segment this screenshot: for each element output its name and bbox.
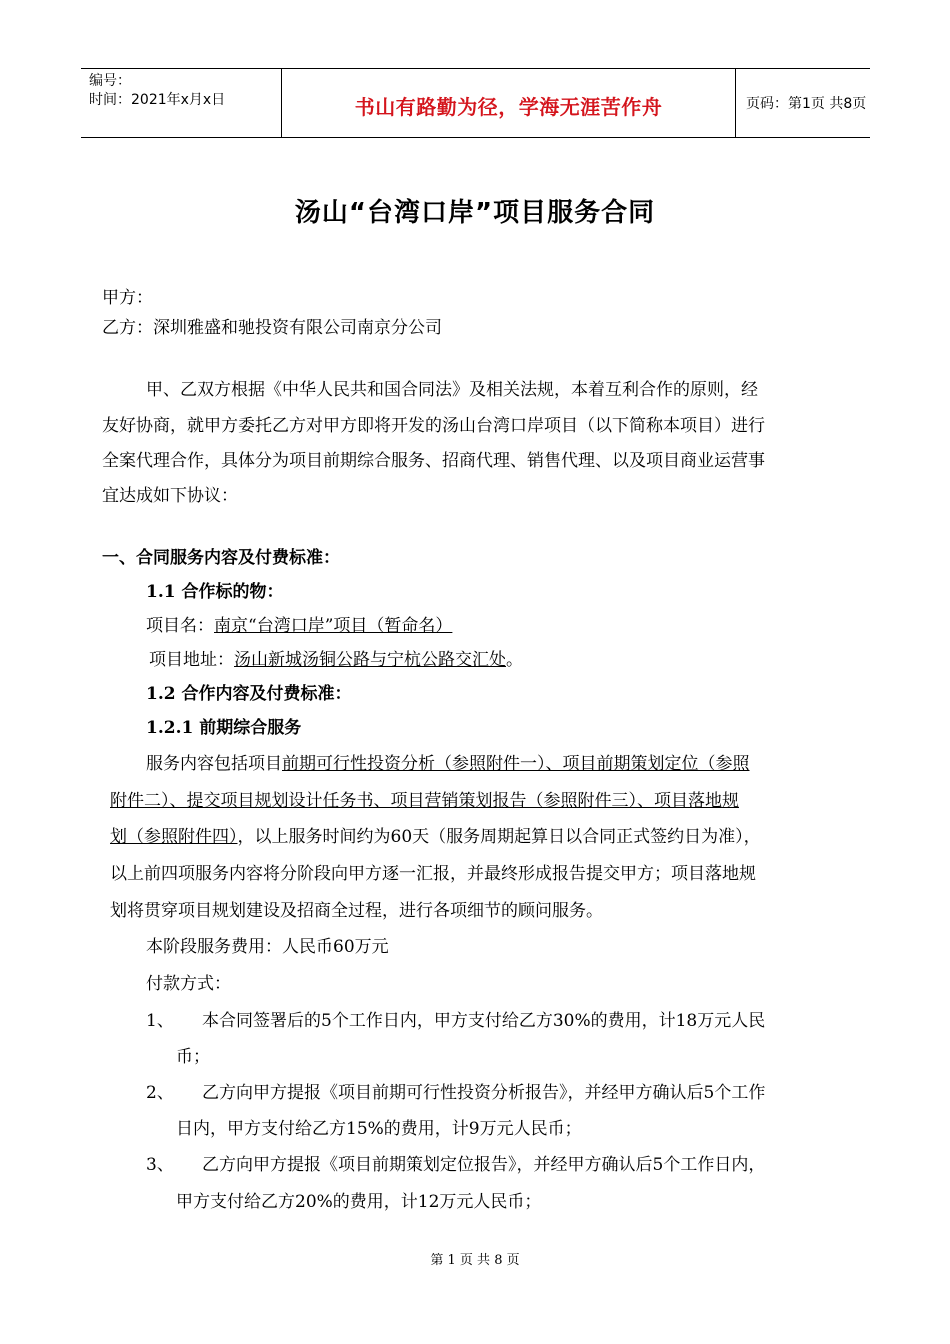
project-address-line (149, 648, 523, 672)
payment-item-text: 日内，甲方支付给乙方15%的费用，计9万元人民币； (176, 1119, 582, 1139)
section-1-heading: 一、合同服务内容及付费标准： (102, 548, 340, 568)
page-footer: 第 1 页 共 8 页 (430, 1253, 520, 1268)
page-header-table (81, 68, 870, 138)
header-motto: 书山有路勤为径，学海无涯苦作舟 (354, 95, 663, 119)
intro-line: 宜达成如下协议： (102, 486, 238, 506)
document-time-label: 时间：2021年x月x日 (89, 92, 226, 108)
project-address-end: 。 (506, 650, 523, 670)
project-address-label: 项目地址： (149, 650, 234, 670)
section-1-2-1-heading: 1.2.1 前期综合服务 (146, 718, 302, 738)
payment-item-text: 乙方向甲方提报《项目前期可行性投资分析报告》，并经甲方确认后5个工作 (202, 1083, 766, 1103)
party-b: 乙方：深圳雅盛和驰投资有限公司南京分公司 (102, 318, 442, 338)
section-1-1-heading: 1.1 合作标的物： (146, 582, 284, 602)
intro-line: 友好协商，就甲方委托乙方对甲方即将开发的汤山台湾口岸项目（以下简称本项目）进行 (102, 416, 765, 436)
intro-line: 全案代理合作，具体分为项目前期综合服务、招商代理、销售代理、以及项目商业运营事 (102, 451, 765, 471)
service-text: 服务内容包括项目 (146, 754, 282, 774)
service-content-line: 附件二）、提交项目规划设计任务书、项目营销策划报告（参照附件三）、项目落地规 (110, 791, 739, 811)
service-underlined-text: 前期可行性投资分析（参照附件一）、项目前期策划定位（参照 (282, 754, 750, 774)
party-a: 甲方： (102, 288, 153, 308)
payment-item-text: 甲方支付给乙方20%的费用，计12万元人民币； (176, 1192, 542, 1212)
service-content-line: 划将贯穿项目规划建设及招商全过程，进行各项细节的顾问服务。 (110, 901, 603, 921)
payment-item-text: 乙方向甲方提报《项目前期策划定位报告》，并经甲方确认后5个工作日内， (202, 1155, 766, 1175)
service-content-line (110, 825, 761, 849)
payment-item-number: 2、 (146, 1083, 174, 1103)
project-address-value: 汤山新城汤铜公路与宁杭公路交汇处 (234, 650, 506, 670)
project-name-value: 南京“台湾口岸”项目（暂命名） (214, 616, 453, 636)
header-info-cell (81, 69, 281, 137)
payment-item-text: 币； (176, 1047, 210, 1067)
service-content-line (146, 752, 750, 776)
service-text: ，以上服务时间约为60天（服务周期起算日以合同正式签约日为准）， (237, 827, 761, 847)
document-number-label: 编号： (89, 73, 131, 89)
service-underlined-text: 划（参照附件四） (110, 827, 238, 847)
service-content-line: 以上前四项服务内容将分阶段向甲方逐一汇报，并最终形成报告提交甲方；项目落地规 (110, 864, 756, 884)
payment-item-number: 1、 (146, 1011, 174, 1031)
project-name-label: 项目名： (146, 616, 214, 636)
section-1-2-heading: 1.2 合作内容及付费标准： (146, 684, 352, 704)
header-page-number: 页码：第1页 共8页 (746, 96, 867, 112)
document-title: 汤山“台湾口岸”项目服务合同 (294, 198, 656, 228)
project-name-line (146, 614, 452, 638)
payment-item-text: 本合同签署后的5个工作日内，甲方支付给乙方30%的费用，计18万元人民 (202, 1011, 766, 1031)
payment-method-label: 付款方式： (146, 974, 231, 994)
header-motto-cell (281, 69, 736, 137)
intro-line: 甲、乙双方根据《中华人民共和国合同法》及相关法规，本着互利合作的原则，经 (146, 380, 758, 400)
payment-item-number: 3、 (146, 1155, 174, 1175)
header-page-cell (735, 69, 870, 137)
service-fee: 本阶段服务费用：人民币60万元 (146, 937, 389, 957)
